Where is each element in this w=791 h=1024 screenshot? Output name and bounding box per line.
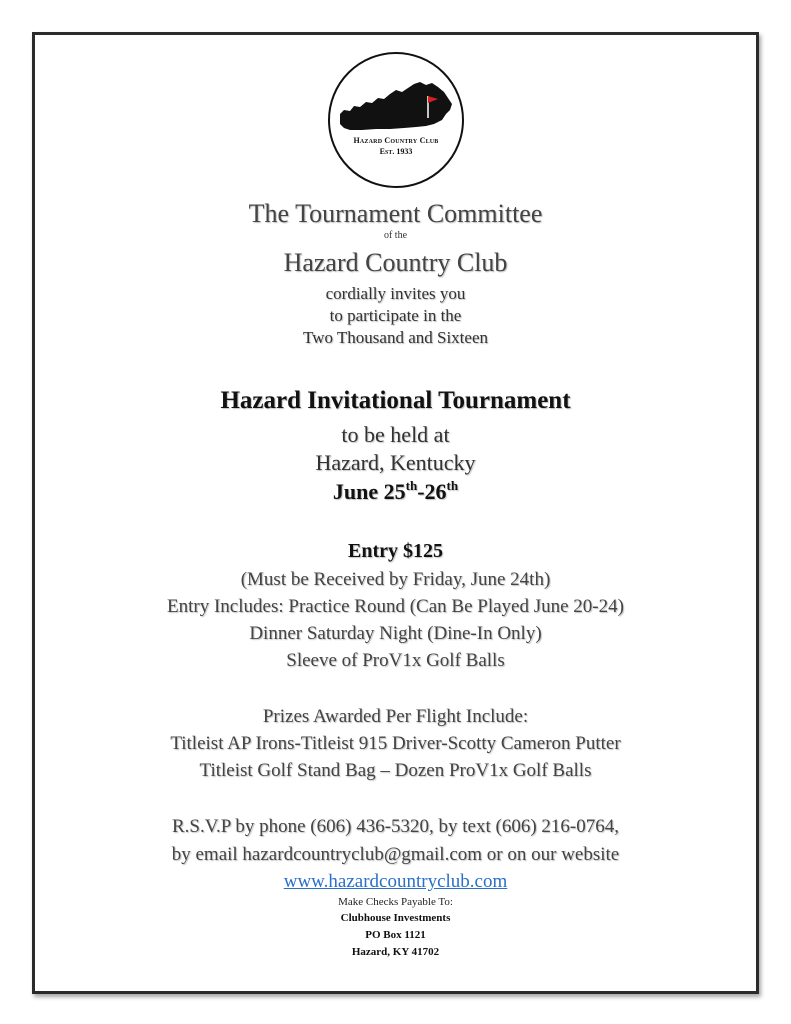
event-location: Hazard, Kentucky (315, 450, 476, 475)
entry-fee: Entry $125 (348, 540, 443, 562)
dates-sup-1: th (405, 478, 418, 493)
invitation-line-committee: The Tournament Committee (248, 199, 543, 228)
logo-club-name: Hazard Country Club (353, 136, 439, 145)
prizes-heading: Prizes Awarded Per Flight Include: (262, 706, 529, 727)
held-at-text: to be held at (341, 422, 450, 447)
rsvp-line-1: R.S.V.P by phone (606) 436-5320, by text (606) 216-0764, (171, 816, 619, 837)
rsvp-line-2: by email hazardcountryclub@gmail.com or on our website (171, 844, 620, 865)
dates-middle: -26 (417, 479, 447, 504)
payee-po-box: PO Box 1121 (365, 929, 426, 941)
website-link[interactable]: www.hazardcountryclub.com (283, 871, 508, 892)
invitation-line-club: Hazard Country Club (283, 248, 508, 277)
invitation-line-year: Two Thousand and Sixteen (303, 328, 488, 347)
prizes-line-1: Titleist AP Irons-Titleist 915 Driver-Scotty Cameron Putter (170, 733, 621, 754)
invitation-line-participate: to participate in the (329, 306, 462, 325)
entry-deadline: (Must be Received by Friday, June 24th) (240, 569, 551, 590)
invitation-line-cordially: cordially invites you (325, 284, 466, 303)
prizes-line-2: Titleist Golf Stand Bag – Dozen ProV1x Golf Balls (199, 760, 592, 781)
tournament-title: Hazard Invitational Tournament (220, 387, 571, 414)
entry-includes: Entry Includes: Practice Round (Can Be Played June 20-24) (167, 596, 624, 617)
club-logo (328, 52, 464, 188)
event-dates (0, 478, 791, 505)
invitation-line-of-the: of the (383, 230, 408, 241)
payee-city: Hazard, KY 41702 (351, 946, 440, 958)
checks-payable-heading: Make Checks Payable To: (338, 896, 453, 908)
entry-dinner: Dinner Saturday Night (Dine-In Only) (249, 623, 542, 644)
logo-established: Est. 1933 (379, 147, 413, 156)
dates-sup-2: th (446, 478, 459, 493)
dates-prefix: June 25 (332, 479, 406, 504)
entry-sleeve: Sleeve of ProV1x Golf Balls (286, 650, 505, 671)
kentucky-silhouette-icon (330, 54, 462, 186)
payee-name: Clubhouse Investments (340, 912, 451, 924)
